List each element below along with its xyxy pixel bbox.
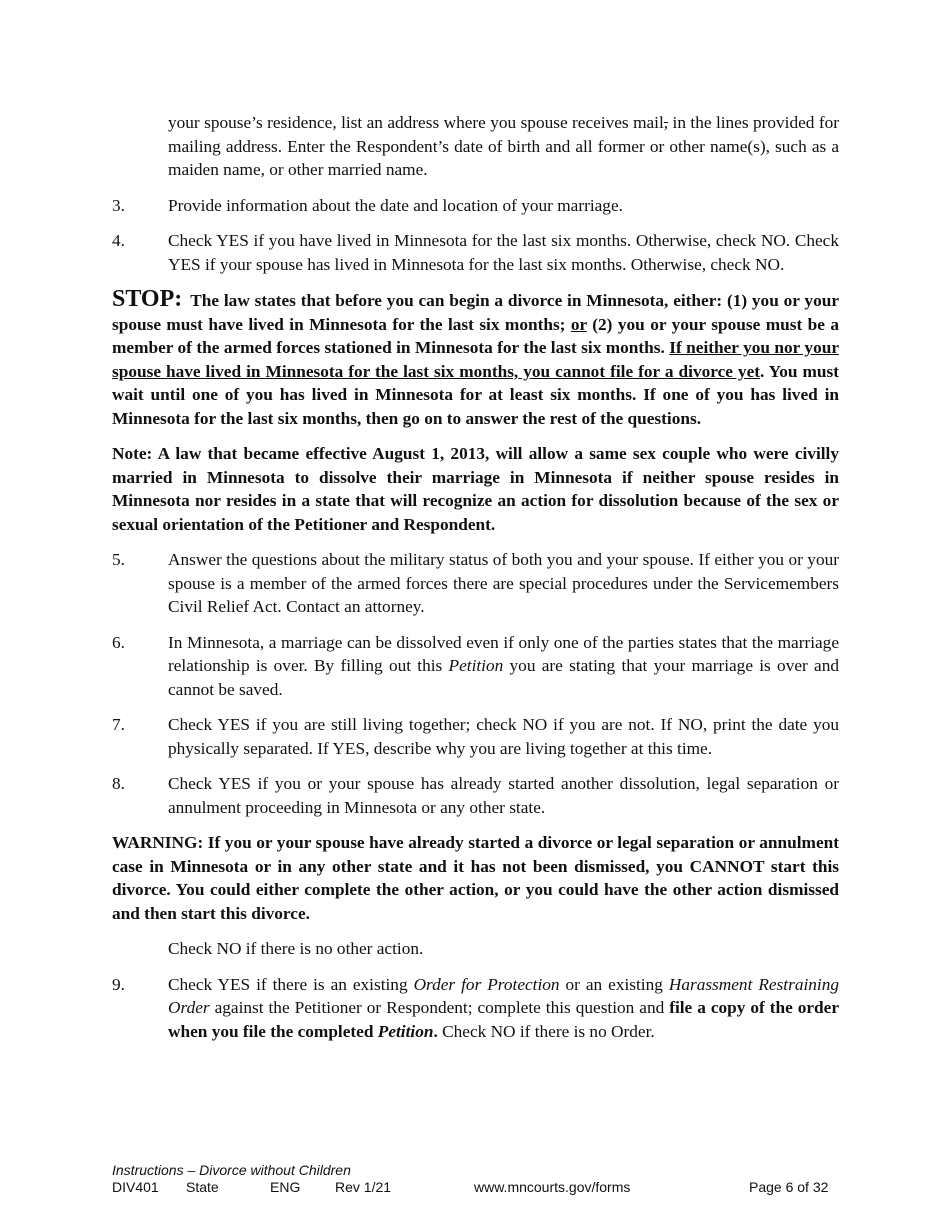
item-number: 5. xyxy=(112,550,125,569)
item-italic-hro: Harassment Restraining Order xyxy=(168,974,839,1017)
footer-page-number: Page 6 of 32 xyxy=(749,1179,829,1195)
stop-notice xyxy=(112,288,839,430)
intro-strikethrough: , xyxy=(663,113,669,132)
instruction-item-8 xyxy=(112,772,839,819)
footer-revision: Rev 1/21 xyxy=(335,1179,392,1195)
instruction-item-5 xyxy=(112,548,839,619)
item-number: 3. xyxy=(112,195,125,215)
item-number: 7. xyxy=(112,715,125,734)
instruction-item-3 xyxy=(112,194,839,218)
intro-paragraph xyxy=(168,111,839,182)
instruction-item-6 xyxy=(112,631,839,702)
note-paragraph: Note: A law that became effective August 1, 2013, will allow a same sex couple who were civilly married in Minnesota to dissolve their marriage in Minnesota if neither spouse resides in Minnesota nor resides in a state that will recognize an action for dissolution because of the sex or sexual orientation of the Petitioner and Respondent. xyxy=(112,444,839,534)
instruction-item-4 xyxy=(112,229,839,276)
footer-court: State xyxy=(186,1179,219,1195)
item-number: 6. xyxy=(112,632,125,652)
instructions-body xyxy=(112,111,839,1043)
item-text-b: you are stating that your marriage is over and cannot be saved. xyxy=(168,656,839,699)
stop-underlined-or: or xyxy=(570,314,587,334)
item-text-a: In Minnesota, a marriage can be dissolved even if only one of the parties states that the marriage relationship is over. By filling out this xyxy=(168,632,839,675)
item-text-b: or an existing xyxy=(559,974,669,994)
page-footer xyxy=(112,1162,839,1197)
intro-text-b: in the lines provided for mailing address. Enter the Respondent’s date of birth and all former or other name(s), such as a maiden name, or other married name. xyxy=(168,113,840,179)
item-italic-petition: Petition xyxy=(448,656,504,675)
item-text: Provide information about the date and location of your marriage. xyxy=(168,195,623,215)
footer-url: www.mncourts.gov/forms xyxy=(474,1179,631,1195)
check-no-paragraph: Check NO if there is no other action. xyxy=(168,939,424,958)
intro-text-a: your spouse’s residence, list an address where you spouse receives mail xyxy=(168,113,664,132)
item-italic-ofp: Order for Protection xyxy=(413,974,560,994)
item-text-c: against the Petitioner or Respondent; complete this question and xyxy=(209,998,670,1017)
item-text-d: Check NO if there is no Order. xyxy=(437,1021,655,1041)
item-bold-b: . xyxy=(433,1021,438,1041)
item-bold-italic-petition: Petition xyxy=(377,1021,434,1041)
footer-title: Instructions – Divorce without Children xyxy=(112,1162,351,1178)
item-bold-a: file a copy of the order when you file the completed xyxy=(168,998,839,1041)
item-text: Check YES if you have lived in Minnesota for the last six months. Otherwise, check NO. Check YES if your spouse has lived in Minnesota for the last six months. Otherwise, check NO. xyxy=(168,231,839,274)
stop-text-a: The law states that before you can begin a divorce in Minnesota, either: (1) you or your spouse must have lived in Minnesota for the last six months; xyxy=(112,291,839,334)
item-text-a: Check YES if there is an existing xyxy=(168,974,414,994)
footer-form-code: DIV401 xyxy=(112,1179,159,1195)
item-number: 9. xyxy=(112,974,125,994)
warning-paragraph: WARNING: If you or your spouse have already started a divorce or legal separation or annulment case in Minnesota or in any other state and it has not been dismissed, you CANNOT start this divorce. You could either complete the other action, or you could have the other action dismissed and then start this divorce. xyxy=(112,833,839,923)
item-number: 8. xyxy=(112,774,125,793)
stop-text-c: . You must wait until one of you has lived in Minnesota for at least six months. If one of you has lived in Minnesota for the last six months, then go on to answer the rest of the questions. xyxy=(112,361,839,428)
footer-row xyxy=(112,1179,839,1197)
item-text: Check YES if you or your spouse has already started another dissolution, legal separation or annulment proceeding in Minnesota or any other state. xyxy=(168,774,839,817)
item-number: 4. xyxy=(112,231,125,250)
instruction-item-9 xyxy=(112,973,839,1044)
stop-label: STOP: xyxy=(112,286,183,312)
item-text: Answer the questions about the military status of both you and your spouse. If either you or your spouse is a member of the armed forces there are special procedures under the Servicemembers Civil Relief Act. Contact an attorney. xyxy=(168,550,839,616)
item-text: Check YES if you are still living together; check NO if you are not. If NO, print the date you physically separated. If YES, describe why you are living together at this time. xyxy=(168,715,839,758)
stop-underlined-warning: If neither you nor your spouse have lived in Minnesota for the last six months, you cannot file for a divorce yet xyxy=(112,338,839,381)
instruction-item-7 xyxy=(112,713,839,760)
footer-language: ENG xyxy=(270,1179,301,1195)
stop-text-b: (2) you or your spouse must be a member of the armed forces stationed in Minnesota for the last six months. xyxy=(112,314,839,357)
